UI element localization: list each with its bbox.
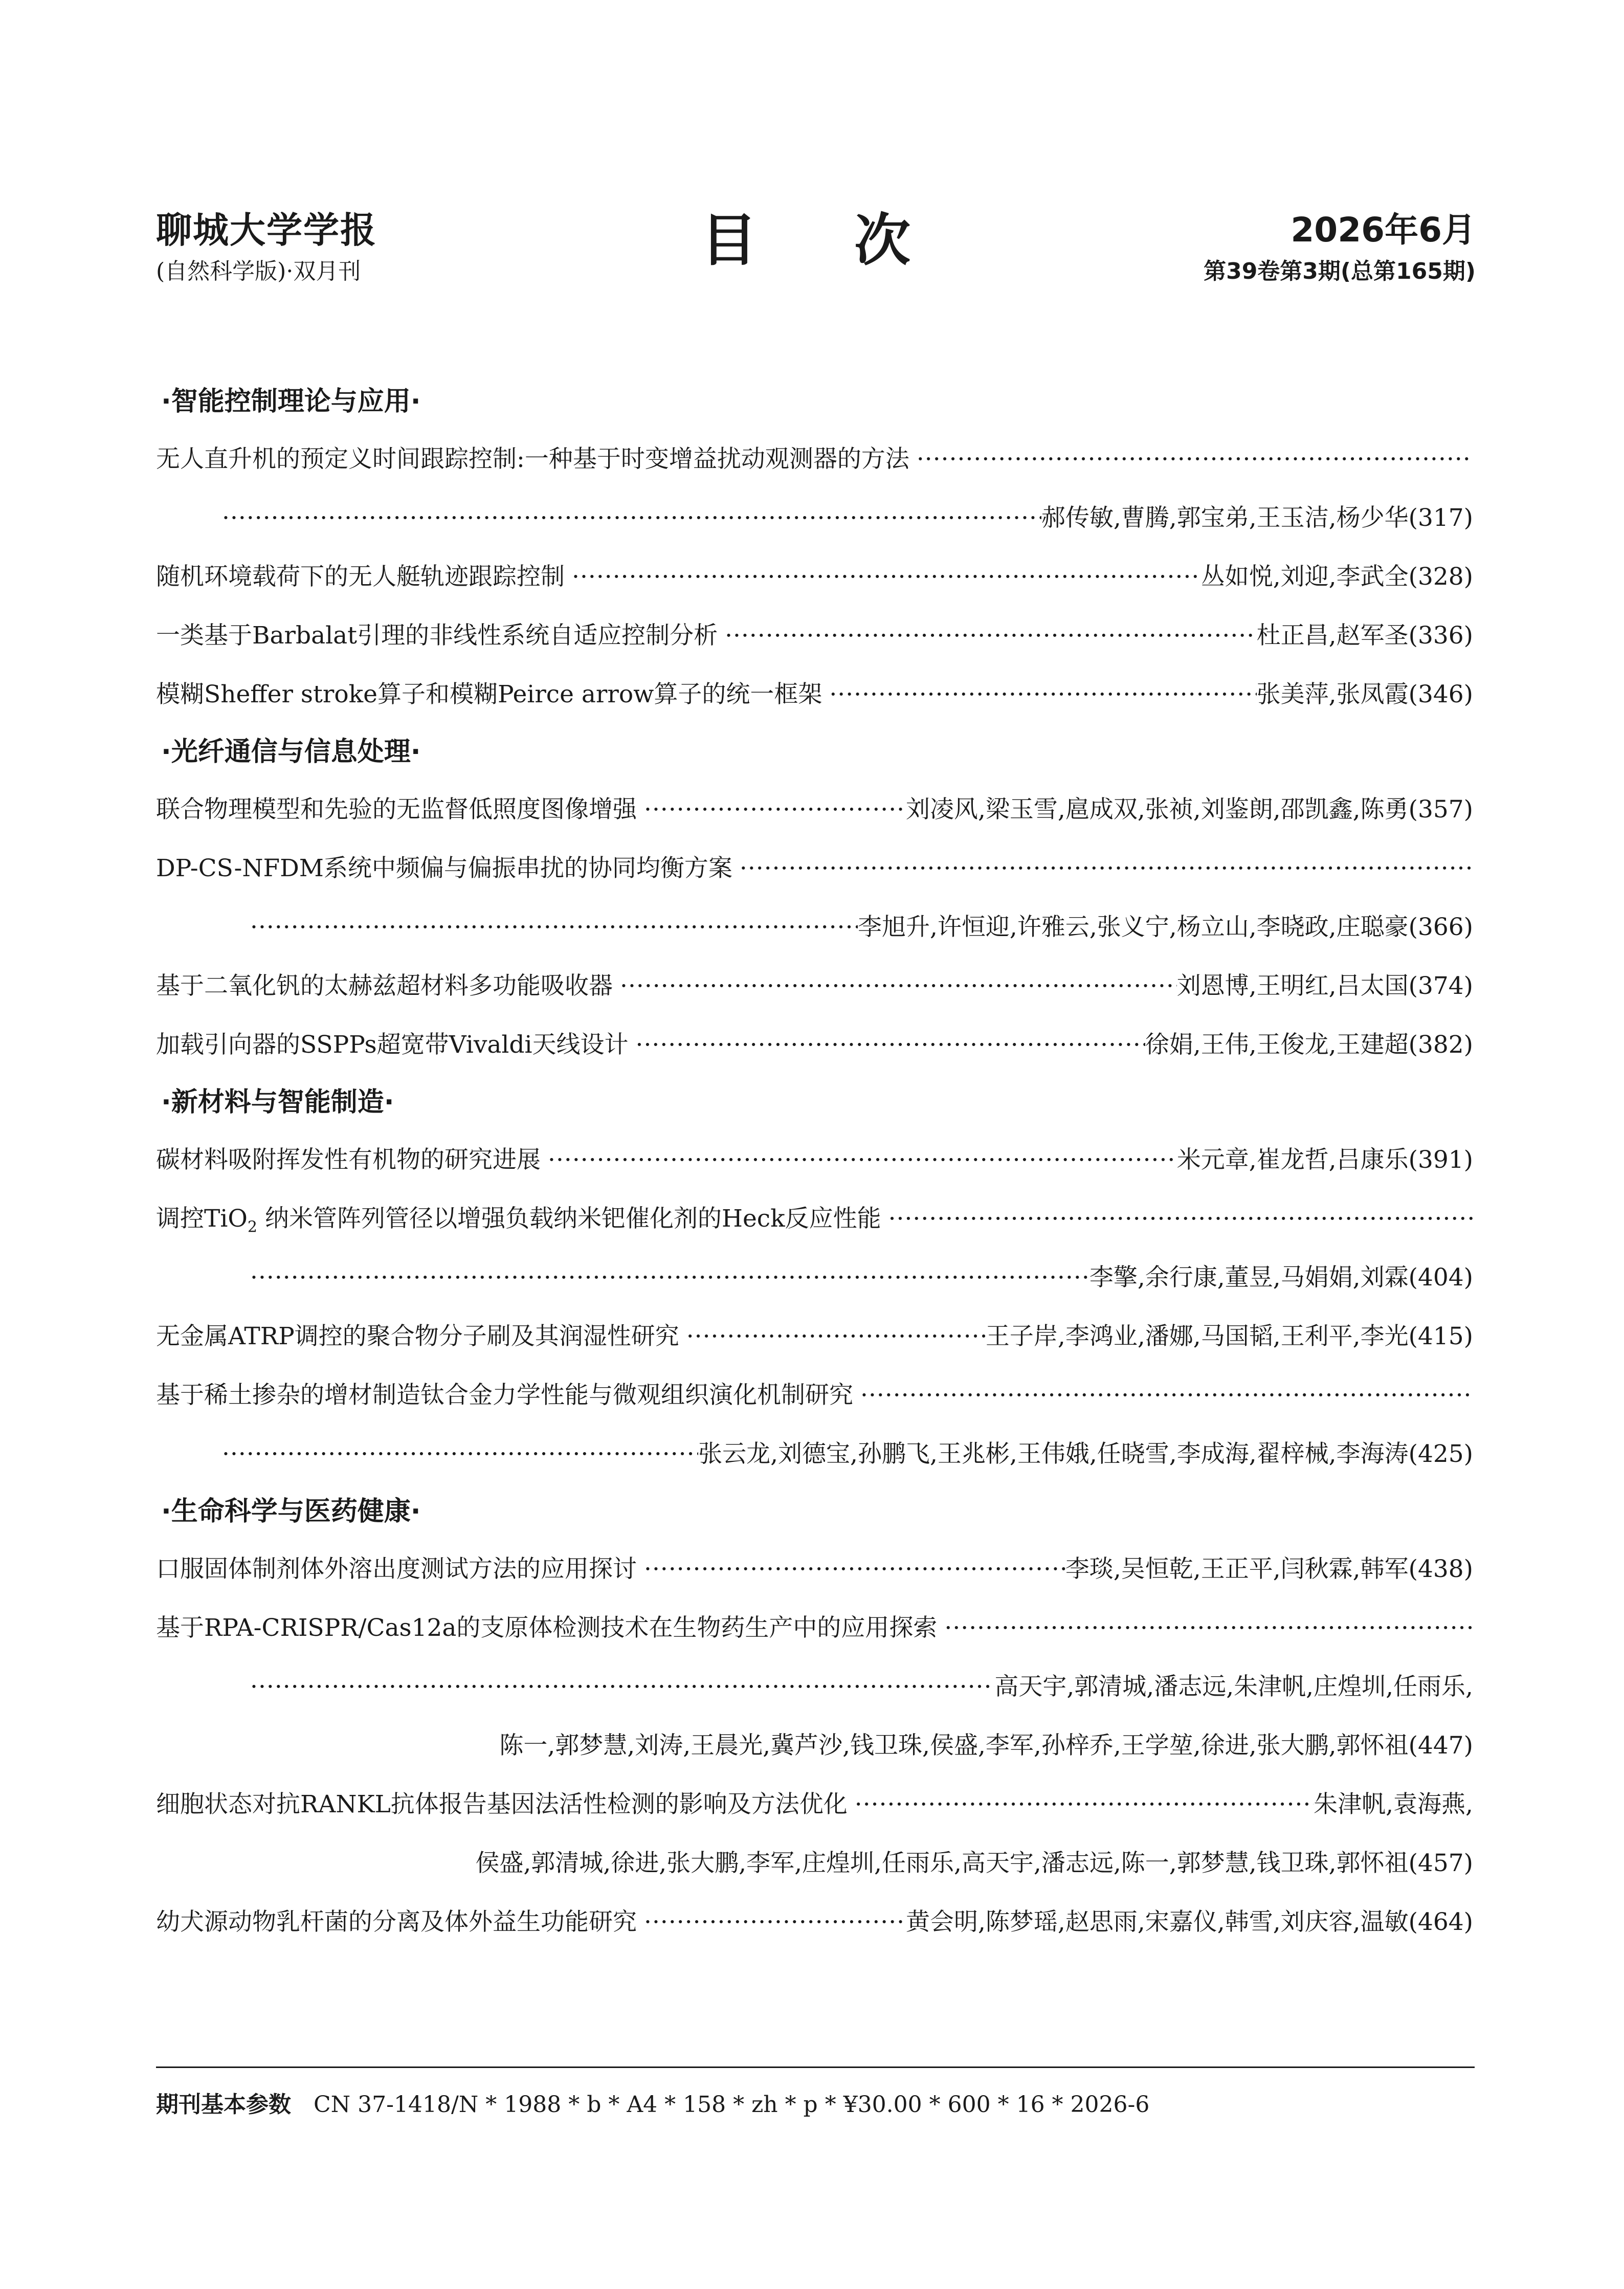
journal-parameters	[156, 2087, 1149, 2123]
section-heading: ·生命科学与医药健康·	[161, 1496, 421, 1527]
article-page: (415)	[1408, 1322, 1473, 1350]
dot-leader	[215, 488, 1041, 547]
article-title[interactable]: 加载引向器的SSPPs超宽带Vivaldi天线设计	[156, 1031, 629, 1059]
journal-name: 聊城大学学报	[156, 209, 377, 251]
toc-entry[interactable]	[156, 1775, 1473, 1834]
toc-entry[interactable]	[156, 1366, 1473, 1425]
section-heading: ·新材料与智能制造·	[161, 1087, 394, 1118]
dot-leader	[637, 1540, 1065, 1598]
toc-entry[interactable]	[156, 1598, 1473, 1657]
toc-entry[interactable]	[156, 606, 1473, 665]
dot-leader	[718, 606, 1257, 665]
dot-leader	[909, 430, 1473, 488]
toc-entry[interactable]	[156, 839, 1473, 898]
article-authors: 李琰,吴恒乾,王正平,闫秋霖,韩军	[1065, 1555, 1409, 1583]
article-authors: 陈一,郭梦慧,刘涛,王晨光,冀芦沙,钱卫珠,侯盛,李军,孙梓乔,王学堃,徐进,张大鹏,郭怀祖	[499, 1731, 1409, 1760]
article-title[interactable]: 口服固体制剂体外溶出度测试方法的应用探讨	[156, 1555, 637, 1583]
dot-leader	[732, 839, 1473, 898]
article-title[interactable]: DP-CS-NFDM系统中频偏与偏振串扰的协同均衡方案	[156, 854, 732, 882]
parameters-label: 期刊基本参数	[156, 2092, 291, 2118]
table-of-contents	[156, 373, 1473, 1951]
dot-leader	[853, 1366, 1473, 1425]
dot-leader	[822, 665, 1256, 724]
dot-leader	[243, 898, 858, 957]
article-authors: 朱津帆,袁海燕,	[1314, 1790, 1473, 1818]
article-page: (404)	[1408, 1263, 1473, 1292]
article-authors: 刘凌风,梁玉雪,扈成双,张祯,刘鉴朗,邵凯鑫,陈勇	[905, 795, 1409, 824]
issue-date: 2026年6月	[1291, 210, 1476, 250]
article-title[interactable]: 无人直升机的预定义时间跟踪控制:一种基于时变增益扰动观测器的方法	[156, 445, 909, 473]
toc-entry[interactable]	[156, 1540, 1473, 1598]
article-authors: 李擎,余行康,董昱,马娟娟,刘霖	[1089, 1263, 1409, 1292]
dot-leader	[679, 1307, 986, 1366]
article-page: (328)	[1408, 563, 1473, 591]
issue-info	[1204, 207, 1476, 288]
article-authors: 丛如悦,刘迎,李武全	[1200, 563, 1409, 591]
article-page: (317)	[1408, 504, 1473, 532]
article-title[interactable]: 基于RPA-CRISPR/Cas12a的支原体检测技术在生物药生产中的应用探索	[156, 1614, 938, 1642]
article-page: (464)	[1408, 1908, 1473, 1936]
article-page: (425)	[1408, 1440, 1473, 1468]
dot-leader	[848, 1775, 1314, 1834]
page-title: 目次	[701, 208, 1008, 273]
dot-leader	[637, 780, 906, 839]
article-page: (346)	[1408, 680, 1473, 708]
toc-entry[interactable]	[156, 1189, 1473, 1248]
article-page: (438)	[1408, 1555, 1473, 1583]
toc-entry-continued	[156, 1716, 1473, 1775]
toc-entry-continued	[156, 488, 1473, 547]
article-page: (382)	[1408, 1031, 1473, 1059]
dot-leader	[613, 957, 1177, 1015]
article-title[interactable]: 细胞状态对抗RANKL抗体报告基因法活性检测的影响及方法优化	[156, 1790, 848, 1818]
article-page: (457)	[1408, 1849, 1473, 1877]
dot-leader	[565, 547, 1201, 606]
article-authors: 高天宇,郭清城,潘志远,朱津帆,庄煌圳,任雨乐,	[994, 1673, 1473, 1701]
article-authors: 侯盛,郭清城,徐进,张大鹏,李军,庄煌圳,任雨乐,高天宇,潘志远,陈一,郭梦慧,钱卫珠,郭怀祖	[475, 1849, 1409, 1877]
article-authors: 郝传敏,曹腾,郭宝弟,王玉洁,杨少华	[1041, 504, 1409, 532]
dot-leader	[637, 1893, 906, 1951]
article-page: (366)	[1408, 913, 1473, 941]
toc-entry-continued	[156, 1425, 1473, 1483]
toc-entry[interactable]	[156, 1015, 1473, 1074]
toc-entry[interactable]	[156, 430, 1473, 488]
toc-entry[interactable]	[156, 780, 1473, 839]
parameters-value: CN 37-1418/N * 1988 * b * A4 * 158 * zh * p * ¥30.00 * 600 * 16 * 2026-6	[314, 2092, 1150, 2118]
article-authors: 米元章,崔龙哲,吕康乐	[1176, 1146, 1409, 1174]
toc-entry[interactable]	[156, 1130, 1473, 1189]
toc-entry-continued	[156, 1248, 1473, 1307]
article-page: (391)	[1408, 1146, 1473, 1174]
toc-entry[interactable]	[156, 665, 1473, 724]
article-page: (357)	[1408, 795, 1473, 824]
article-authors: 刘恩博,王明红,吕太国	[1176, 972, 1409, 1000]
toc-entry-continued	[156, 1834, 1473, 1893]
article-title[interactable]: 一类基于Barbalat引理的非线性系统自适应控制分析	[156, 621, 718, 650]
journal-masthead	[156, 207, 377, 288]
article-authors: 王子岸,李鸿业,潘娜,马国韬,王利平,李光	[985, 1322, 1409, 1350]
title-part: 纳米管阵列管径以增强负载纳米钯催化剂的Heck反应性能	[264, 1205, 881, 1233]
article-title[interactable]	[156, 1189, 881, 1248]
section-heading: ·光纤通信与信息处理·	[161, 737, 421, 767]
article-authors: 张云龙,刘德宝,孙鹏飞,王兆彬,王伟娥,任晓雪,李成海,翟梓械,李海涛	[698, 1440, 1409, 1468]
dot-leader	[629, 1015, 1145, 1074]
dot-leader	[215, 1425, 698, 1483]
article-title[interactable]: 联合物理模型和先验的无监督低照度图像增强	[156, 795, 637, 824]
issue-volume: 第39卷第3期(总第165期)	[1204, 258, 1476, 284]
toc-entry-continued	[156, 1657, 1473, 1716]
toc-entry[interactable]	[156, 957, 1473, 1015]
article-page: (447)	[1408, 1731, 1473, 1760]
footer-rule	[156, 2066, 1475, 2068]
section-heading: ·智能控制理论与应用·	[161, 386, 421, 417]
article-authors: 李旭升,许恒迎,许雅云,张义宁,杨立山,李晓政,庄聪豪	[857, 913, 1409, 941]
dot-leader	[937, 1598, 1473, 1657]
toc-entry[interactable]	[156, 1893, 1473, 1951]
article-authors: 张美萍,张凤霞	[1256, 680, 1409, 708]
dot-leader	[541, 1130, 1177, 1189]
toc-entry[interactable]	[156, 1307, 1473, 1366]
title-part: 调控TiO	[156, 1205, 248, 1233]
article-title[interactable]: 碳材料吸附挥发性有机物的研究进展	[156, 1146, 541, 1174]
article-title[interactable]: 无金属ATRP调控的聚合物分子刷及其润湿性研究	[156, 1322, 679, 1350]
toc-entry-continued	[156, 898, 1473, 957]
article-title[interactable]: 模糊Sheffer stroke算子和模糊Peirce arrow算子的统一框架	[156, 680, 822, 708]
toc-entry[interactable]	[156, 547, 1473, 606]
dot-leader	[243, 1657, 994, 1716]
journal-edition: (自然科学版)·双月刊	[156, 258, 361, 284]
article-page: (374)	[1408, 972, 1473, 1000]
article-authors: 徐娟,王伟,王俊龙,王建超	[1145, 1031, 1409, 1059]
article-title[interactable]: 随机环境载荷下的无人艇轨迹跟踪控制	[156, 563, 565, 591]
article-authors: 杜正昌,赵军圣	[1256, 621, 1409, 650]
article-authors: 黄会明,陈梦瑶,赵思雨,宋嘉仪,韩雪,刘庆容,温敏	[905, 1908, 1409, 1936]
dot-leader	[243, 1248, 1089, 1307]
title-subscript: 2	[247, 1218, 258, 1236]
article-title[interactable]: 幼犬源动物乳杆菌的分离及体外益生功能研究	[156, 1908, 637, 1936]
article-title[interactable]: 基于二氧化钒的太赫兹超材料多功能吸收器	[156, 972, 613, 1000]
article-page: (336)	[1408, 621, 1473, 650]
dot-leader	[881, 1189, 1473, 1248]
article-title[interactable]: 基于稀土掺杂的增材制造钛合金力学性能与微观组织演化机制研究	[156, 1381, 853, 1409]
